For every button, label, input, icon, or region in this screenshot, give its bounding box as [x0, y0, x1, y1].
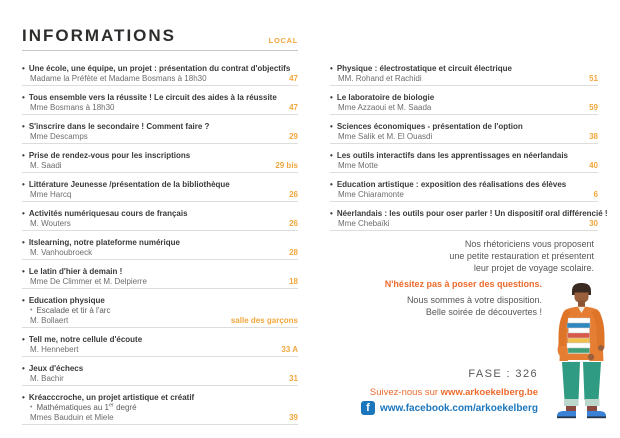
item-presenter: Mme Descamps	[30, 132, 88, 141]
item-presenter: Mme Chebaïki	[338, 219, 390, 228]
website-link[interactable]: www.arkoekelberg.be	[440, 387, 538, 398]
bullet-icon: •	[22, 296, 25, 305]
facebook-link[interactable]: www.facebook.com/arkoekelberg	[379, 402, 538, 414]
bullet-icon: •	[22, 64, 25, 73]
note-paragraph-2	[330, 294, 542, 318]
program-item	[330, 179, 598, 202]
item-title: Activités numériquesau cours de français	[28, 209, 188, 218]
program-item	[22, 208, 298, 231]
item-title: Tell me, notre cellule d'écoute	[28, 335, 143, 344]
item-local: 29	[289, 132, 298, 141]
bullet-icon: •	[330, 209, 333, 218]
note-highlight: N'hésitez pas à poser des questions.	[384, 279, 542, 289]
item-presenter: Mme De Climmer et M. Delpierre	[30, 277, 147, 286]
item-title: Kréacccroche, un projet artistique et créatif	[28, 393, 195, 402]
item-presenter: M. Wouters	[30, 219, 71, 228]
note-line: Nos rhétoriciens vous proposent	[464, 239, 594, 249]
bullet-icon: •	[22, 122, 25, 131]
page-header	[22, 20, 298, 51]
item-local: 6	[593, 190, 598, 199]
item-presenter: Mme Harcq	[30, 190, 72, 199]
item-subtitle: Mathématiques au 1er degré	[36, 402, 137, 412]
facebook-row	[361, 401, 538, 415]
item-title: Prise de rendez-vous pour les inscriptions	[28, 151, 191, 160]
left-column	[22, 63, 298, 431]
bullet-icon: •	[22, 238, 25, 247]
program-item	[330, 63, 598, 86]
item-presenter: Mme Azzaoui et M. Saada	[338, 103, 432, 112]
item-local: 29 bis	[275, 161, 298, 170]
item-local: 26	[289, 190, 298, 199]
bullet-icon: •	[22, 393, 25, 402]
item-title: Une école, une équipe, un projet : présentation du contrat d'objectifs	[28, 64, 291, 73]
item-local: 59	[589, 103, 598, 112]
item-local: 30	[589, 219, 598, 228]
program-item	[22, 63, 298, 86]
item-title: Tous ensemble vers la réussite ! Le circuit des aides à la réussite	[28, 93, 277, 102]
fase-number: FASE : 326	[468, 368, 538, 380]
item-local: 31	[289, 374, 298, 383]
bullet-icon: •	[22, 93, 25, 102]
item-local: 47	[289, 103, 298, 112]
program-item	[330, 208, 608, 231]
item-title: Les outils interactifs dans les apprentissages en néerlandais	[336, 151, 569, 160]
item-local: 47	[289, 74, 298, 83]
item-title: S'inscrire dans le secondaire ! Comment faire ?	[28, 122, 210, 131]
student-with-books-illustration	[545, 282, 618, 422]
program-item	[22, 150, 298, 173]
bullet-icon: •	[22, 335, 25, 344]
item-local: 26	[289, 219, 298, 228]
bullet-icon: •	[22, 209, 25, 218]
item-local: 51	[589, 74, 598, 83]
bullet-icon: •	[22, 151, 25, 160]
page-title: INFORMATIONS	[22, 26, 177, 45]
bullet-icon: •	[330, 64, 333, 73]
item-local: 18	[289, 277, 298, 286]
item-local: 38	[589, 132, 598, 141]
item-presenter: M. Bollaert	[30, 316, 69, 325]
program-item	[22, 179, 298, 202]
bullet-icon: •	[30, 307, 33, 314]
item-title: Physique : électrostatique et circuit électrique	[336, 64, 512, 73]
bullet-icon: •	[330, 151, 333, 160]
facebook-icon: f	[361, 401, 375, 415]
item-title: Le latin d'hier à demain !	[28, 267, 123, 276]
item-local: salle des garçons	[230, 316, 298, 325]
program-item	[330, 121, 598, 144]
item-presenter: Mmes Bauduin et Miele	[30, 413, 114, 422]
item-title: Education artistique : exposition des réalisations des élèves	[336, 180, 567, 189]
program-item	[22, 266, 298, 289]
bullet-icon: •	[330, 122, 333, 131]
local-column-label: LOCAL	[268, 36, 298, 45]
item-presenter: MM. Rohand et Rachidi	[338, 74, 422, 83]
item-title: Littérature Jeunesse /présentation de la bibliothèque	[28, 180, 230, 189]
bullet-icon: •	[330, 93, 333, 102]
item-local: 33 A	[281, 345, 298, 354]
note-line: Belle soirée de découvertes !	[425, 307, 542, 317]
program-item	[22, 392, 298, 425]
program-item	[22, 92, 298, 115]
program-item	[22, 334, 298, 357]
item-local: 28	[289, 248, 298, 257]
item-local: 39	[289, 413, 298, 422]
item-presenter: M. Vanhoubroeck	[30, 248, 93, 257]
item-title: Sciences économiques - présentation de l'option	[336, 122, 523, 131]
item-subtitle: Escalade et tir à l'arc	[36, 306, 111, 315]
program-item	[22, 121, 298, 144]
program-item	[22, 295, 298, 328]
program-item	[22, 237, 298, 260]
item-presenter: Madame la Préfète et Madame Bosmans à 18h30	[30, 74, 207, 83]
item-local: 40	[589, 161, 598, 170]
right-column	[330, 63, 608, 237]
note-line: leur projet de voyage scolaire.	[473, 263, 594, 273]
item-title: Education physique	[28, 296, 105, 305]
item-presenter: Mme Bosmans à 18h30	[30, 103, 115, 112]
item-presenter: Mme Chiaramonte	[338, 190, 404, 199]
bullet-icon: •	[22, 267, 25, 276]
item-presenter: Mme Motte	[338, 161, 379, 170]
bullet-icon: •	[330, 180, 333, 189]
item-title: Jeux d'échecs	[28, 364, 84, 373]
follow-us-line: Suivez-nous sur www.arkoekelberg.be	[369, 387, 538, 398]
item-title: Néerlandais : les outils pour oser parler ! Un dispositif oral différencié !	[336, 209, 608, 218]
item-title: Itslearning, notre plateforme numérique	[28, 238, 180, 247]
bullet-icon: •	[22, 364, 25, 373]
program-item	[330, 92, 598, 115]
program-item	[330, 150, 598, 173]
bullet-icon: •	[22, 180, 25, 189]
item-presenter: M. Hennebert	[30, 345, 79, 354]
note-line: une petite restauration et présentent	[449, 251, 594, 261]
item-presenter: Mme Salik et M. El Ouasdi	[338, 132, 433, 141]
item-presenter: M. Bachir	[30, 374, 64, 383]
item-title: Le laboratoire de biologie	[336, 93, 435, 102]
note-line: Nous sommes à votre disposition.	[406, 295, 542, 305]
program-item	[22, 363, 298, 386]
note-paragraph	[330, 238, 594, 274]
bullet-icon: •	[30, 404, 33, 411]
item-presenter: M. Saadi	[30, 161, 62, 170]
